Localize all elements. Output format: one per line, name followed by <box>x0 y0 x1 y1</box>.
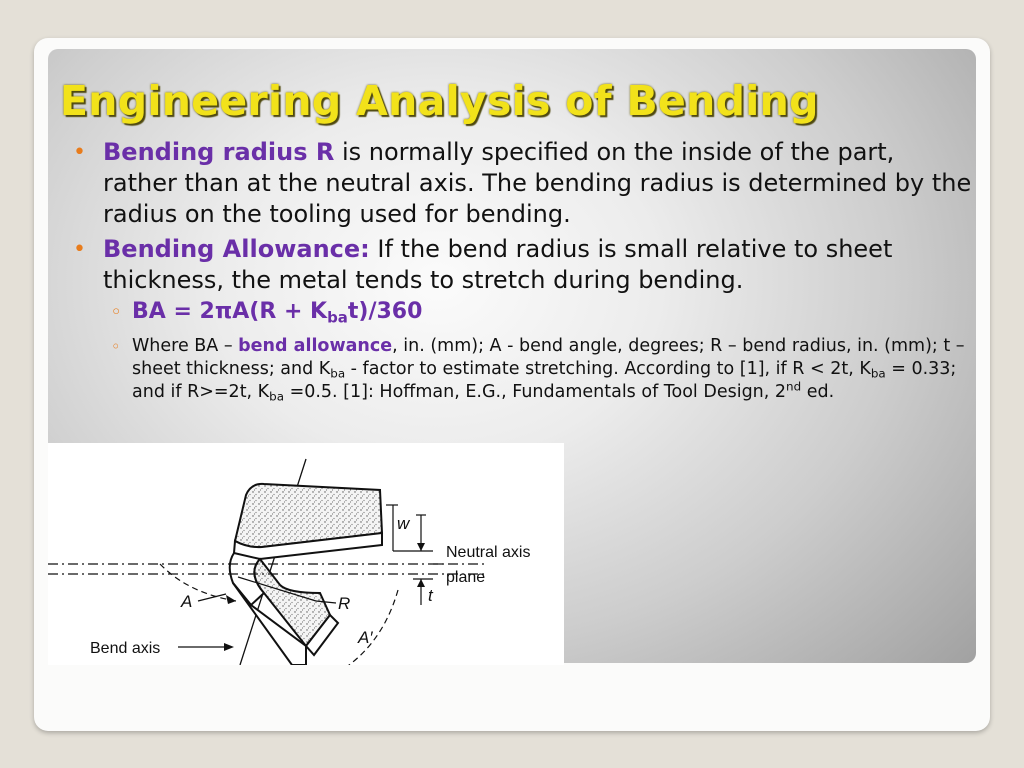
sub-bullet-circle-icon: ◦ <box>111 337 121 356</box>
neutral-axis-label: Neutral axis <box>446 544 531 561</box>
note-sub: ba <box>269 389 284 404</box>
formula-bullet <box>111 298 970 327</box>
bullet-highlight: Bending Allowance: <box>103 235 370 263</box>
slide-title: Engineering Analysis of Bending <box>60 77 819 125</box>
note-sub: ba <box>870 366 886 381</box>
note-text: , in. (mm); A - bend angle, degrees; R – bend radius, in. (mm); t – sheet thickness; and K <box>132 336 965 379</box>
angle-a-arc <box>160 564 236 601</box>
angle-a-label: A <box>181 592 193 611</box>
bend-axis-label: Bend axis <box>90 640 161 657</box>
w-label: w <box>397 514 410 533</box>
sub-bullet-circle-icon: ◦ <box>111 302 122 321</box>
note-text: ed. <box>801 382 835 402</box>
bullet-bending-allowance <box>73 234 973 296</box>
formula-part1: BA = 2 <box>132 299 215 324</box>
note-text: =0.5. [1]: Hoffman, E.G., Fundamentals of Tool Design, 2 <box>284 382 787 402</box>
formula-pi: π <box>214 299 233 324</box>
note-sup: nd <box>786 379 802 394</box>
note-sub: ba <box>330 366 346 381</box>
bullet-text: If the bend radius is small relative to sheet thickness, the metal tends to stretch during bending. <box>103 235 893 294</box>
bullet-bending-radius <box>73 137 973 230</box>
bullet-highlight: Bending radius R <box>103 138 335 166</box>
angle-a-prime-label: A′ <box>358 628 373 647</box>
radius-r-label: R <box>338 594 351 613</box>
t-label: t <box>428 586 433 605</box>
bending-diagram <box>48 443 564 665</box>
note-text: = 0.33; and if R>=2t, K <box>132 359 957 402</box>
note-highlight: bend allowance <box>238 336 393 356</box>
note-text: - factor to estimate stretching. According to [1], if R < 2t, K <box>345 359 871 379</box>
note-text: Where BA – <box>132 336 239 356</box>
bending-diagram-svg <box>48 443 564 665</box>
formula-part3: t)/360 <box>347 299 423 324</box>
bullet-dot-icon: • <box>73 237 86 262</box>
bullet-dot-icon: • <box>73 140 86 165</box>
bullet-text: is normally specified on the inside of the part, rather than at the neutral axis. The bending radius is determined by the radius on the tooling used for bending. <box>103 138 972 228</box>
plane-label: plane <box>446 569 486 586</box>
formula-part2: A(R + K <box>232 299 328 324</box>
note-bullet <box>111 335 970 404</box>
formula-sub: ba <box>327 308 348 327</box>
